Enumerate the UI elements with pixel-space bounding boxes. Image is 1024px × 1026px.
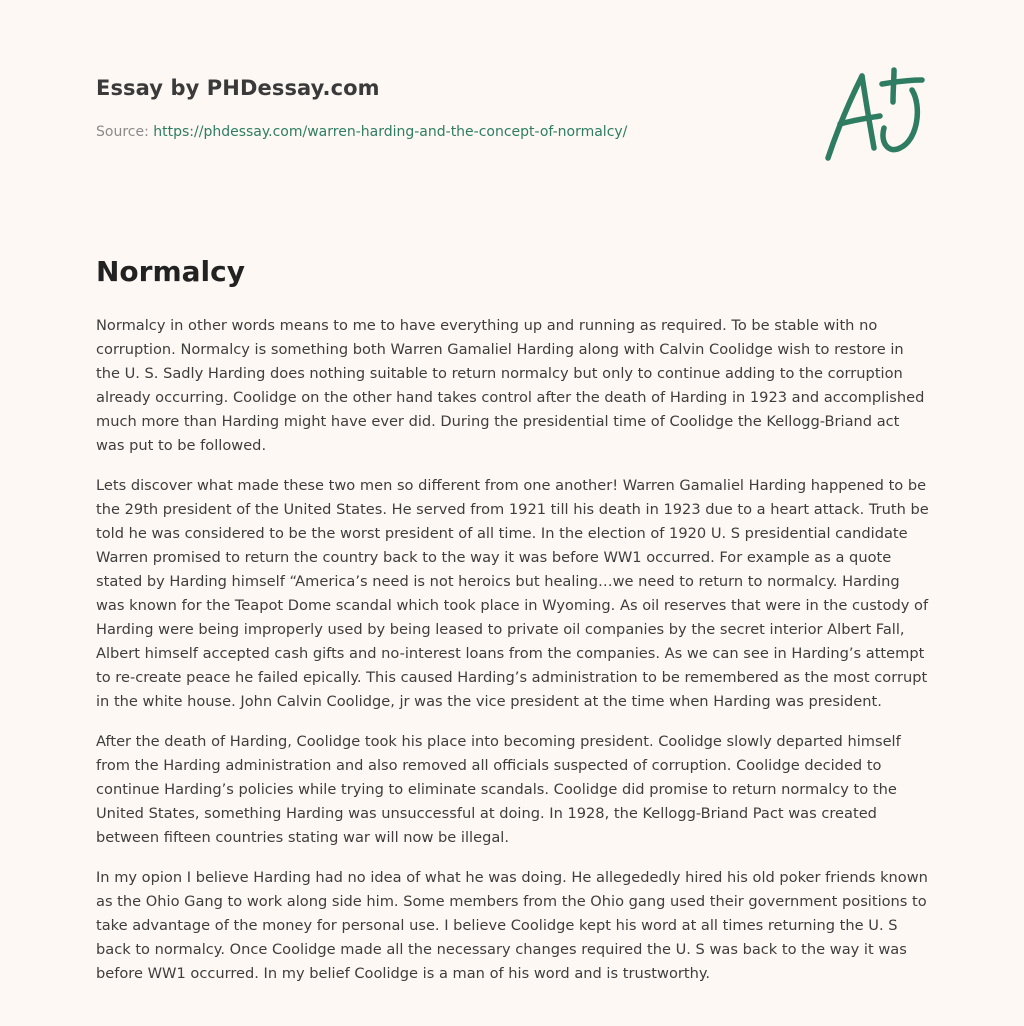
source-line (96, 124, 627, 140)
essay-body (96, 314, 932, 1002)
source-label: Source: (96, 124, 154, 140)
essay-paragraph: In my opion I believe Harding had no idea of what he was doing. He allegededly hired his old poker friends known as the Ohio Gang to work along side him. Some members from the Ohio gang used their government positions to take advantage of the money for personal use. I believe Coolidge kept his word at all times returning the U. S back to normalcy. Once Coolidge made all the necessary changes required the U. S was back to the way it was before WW1 occurred. In my belief Coolidge is a man of his word and is trustworthy. (96, 869, 928, 982)
essay-title: Normalcy (96, 255, 245, 288)
essay-paragraph: After the death of Harding, Coolidge took his place into becoming president. Coolidge slowly departed himself from the Harding administration and also removed all officials suspected of corruption. Coolidge decided to continue Harding’s policies while trying to eliminate scandals. Coolidge did promise to return normalcy to the United States, something Harding was unsuccessful at doing. In 1928, the Kellogg-Briand Pact was created between fifteen countries stating war will now be illegal. (96, 733, 901, 846)
site-title: Essay by PHDessay.com (96, 76, 380, 100)
source-link[interactable]: https://phdessay.com/warren-harding-and-the-concept-of-normalcy/ (153, 124, 628, 140)
essay-paragraph: Normalcy in other words means to me to have everything up and running as required. To be stable with no corruption. Normalcy is something both Warren Gamaliel Harding along with Calvin Coolidge wish to restore in the U. S. Sadly Harding does nothing suitable to return normalcy but only to continue adding to the corruption already occurring. Coolidge on the other hand takes control after the death of Harding in 1923 and accomplished much more than Harding might have ever did. During the presidential time of Coolidge the Kellogg-Briand act was put to be followed. (96, 317, 925, 454)
a-plus-logo-icon (822, 66, 928, 166)
essay-paragraph: Lets discover what made these two men so different from one another! Warren Gamaliel Harding happened to be the 29th president of the United States. He served from 1921 till his death in 1923 due to a heart attack. Truth be told he was considered to be the worst president of all time. In the election of 1920 U. S presidential candidate Warren promised to return the country back to the way it was before WW1 occurred. For example as a quote stated by Harding himself “America’s need is not heroics but healing…we need to return to normalcy. Harding was known for the Teapot Dome scandal which took place in Wyoming. As oil reserves that were in the custody of Harding were being improperly used by being leased to private oil companies by the secret interior Albert Fall, Albert himself accepted cash gifts and no-interest loans from the companies. As we can see in Harding’s attempt to re-create peace he failed epically. This caused Harding’s administration to be remembered as the most corrupt in the white house. John Calvin Coolidge, jr was the vice president at the time when Harding was president. (96, 477, 929, 710)
